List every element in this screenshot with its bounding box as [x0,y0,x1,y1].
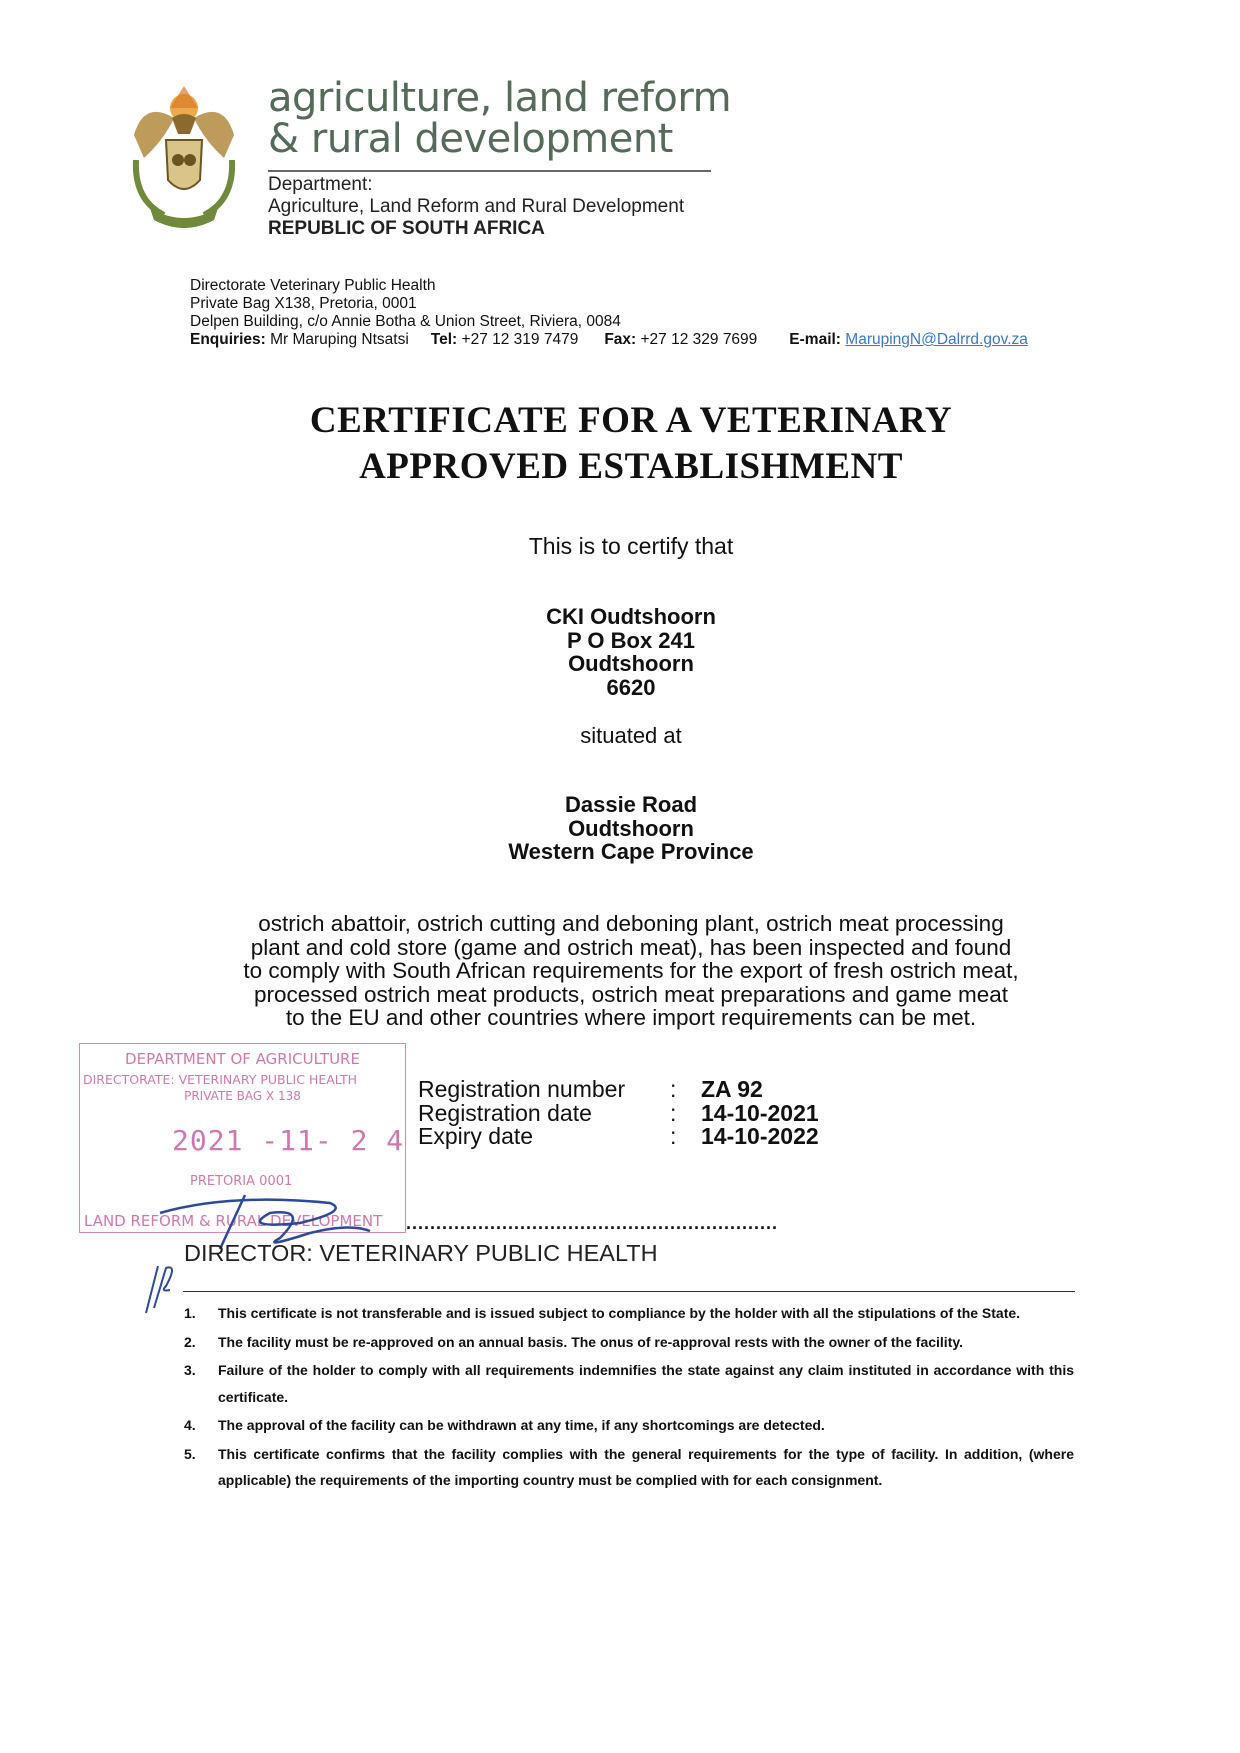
registration-block [418,1078,819,1149]
title-line-1: CERTIFICATE FOR A VETERINARY [309,400,953,441]
colon: : [670,1123,677,1149]
condition-text: This certificate confirms that the facility complies with the general requirements for the type of facility. In addition, (where applicable) the requirements of the importing country must be complied with for each consignment. [218,1445,1074,1488]
footer-rule [183,1291,1075,1292]
address-block [190,277,1028,349]
coat-of-arms-icon [124,80,244,230]
ministry-line-2: & rural development [268,116,673,162]
conditions-list [184,1300,1074,1496]
holder-block [0,605,1240,699]
reg-number-value: ZA 92 [701,1076,763,1102]
condition-text: The facility must be re-approved on an annual basis. The onus of re-approval rests with the owner of the facility. [218,1333,963,1350]
title-line-2: APPROVED ESTABLISHMENT [359,446,903,487]
stamp-bottom: LAND REFORM & RURAL DEVELOPMENT [84,1212,383,1230]
condition-number: 2. [184,1333,196,1350]
location-block [0,793,1240,864]
registration-date-row [418,1099,819,1126]
header-rule [268,170,711,172]
initials-mark [126,1258,186,1318]
stamp-city: PRETORIA 0001 [190,1174,293,1189]
holder-box: P O Box 241 [567,627,695,653]
email-label: E-mail: [789,331,841,348]
stamp-date: 2021 -11- 2 4 [172,1124,405,1157]
country-name: REPUBLIC OF SOUTH AFRICA [268,218,545,239]
condition-item [184,1329,1074,1356]
dept-label: Department: [268,174,373,195]
registration-number-row [418,1078,819,1102]
condition-item [184,1441,1074,1494]
description-line: to comply with South African requirements for the export of fresh ostrich meat, [243,958,1019,983]
signature-line: .............................................................. [406,1213,779,1233]
holder-code: 6620 [606,674,656,700]
colon: : [670,1076,677,1102]
stamp-private-bag: PRIVATE BAG X 138 [184,1089,301,1103]
ministry-line-1: agriculture, land reform [268,75,732,121]
condition-number: 4. [184,1417,196,1433]
condition-item [184,1412,1074,1439]
directorate: Directorate Veterinary Public Health [190,277,436,294]
enquiries-label: Enquiries: [190,331,266,348]
condition-text: The approval of the facility can be withdrawn at any time, if any shortcomings are detected. [218,1417,825,1433]
description-line: processed ostrich meat products, ostrich meat preparations and game meat [253,981,1009,1007]
stamp-directorate: DIRECTORATE: VETERINARY PUBLIC HEALTH [83,1072,358,1087]
expiry-date-row [418,1125,819,1149]
description-line: plant and cold store (game and ostrich meat), has been inspected and found [250,934,1012,960]
fax-label: Fax: [604,331,637,348]
location-road: Dassie Road [564,792,698,817]
contact-row [190,331,1028,349]
location-province: Western Cape Province [508,839,754,864]
description-line: to the EU and other countries where import requirements can be met. [285,1005,977,1030]
condition-number: 5. [184,1445,196,1462]
condition-text: Failure of the holder to comply with all requirements indemnifies the state against any claim instituted in accordance with this certificate. [218,1362,1074,1405]
condition-item [184,1300,1074,1327]
location-town: Oudtshoorn [568,815,694,841]
condition-item [184,1357,1074,1410]
description-block [0,912,1240,1030]
certificate-title [0,398,1240,490]
expiry-value: 14-10-2022 [701,1123,819,1149]
fax-value: +27 12 329 7699 [640,331,758,348]
situated-text: situated at [580,723,682,748]
ministry-name [268,75,732,162]
colon: : [670,1099,677,1126]
enquiries-value: Mr Maruping Ntsatsi [270,331,409,348]
description-line: ostrich abattoir, ostrich cutting and deboning plant, ostrich meat processing [258,911,1004,936]
reg-number-label: Registration number [418,1076,626,1102]
director-title: DIRECTOR: VETERINARY PUBLIC HEALTH [184,1240,658,1266]
email-link[interactable]: MarupingN@Dalrrd.gov.za [845,331,1028,348]
dept-name: Agriculture, Land Reform and Rural Development [268,196,685,217]
holder-town: Oudtshoorn [568,651,694,676]
certify-text: This is to certify that [528,533,734,559]
reg-date-value: 14-10-2021 [701,1099,819,1126]
postal-address: Private Bag X138, Pretoria, 0001 [190,295,417,312]
expiry-label: Expiry date [418,1123,534,1149]
tel-value: +27 12 319 7479 [461,331,579,348]
department-block [268,174,684,240]
condition-number: 3. [184,1362,196,1378]
tel-label: Tel: [430,331,458,348]
holder-name: CKI Oudtshoorn [546,604,716,629]
reg-date-label: Registration date [418,1099,592,1126]
stamp-department: DEPARTMENT OF AGRICULTURE [125,1050,360,1068]
street-address: Delpen Building, c/o Annie Botha & Union Street, Riviera, 0084 [190,313,621,330]
condition-number: 1. [184,1305,196,1321]
condition-text: This certificate is not transferable and is issued subject to compliance by the holder with all the stipulations of the State. [218,1305,1021,1321]
